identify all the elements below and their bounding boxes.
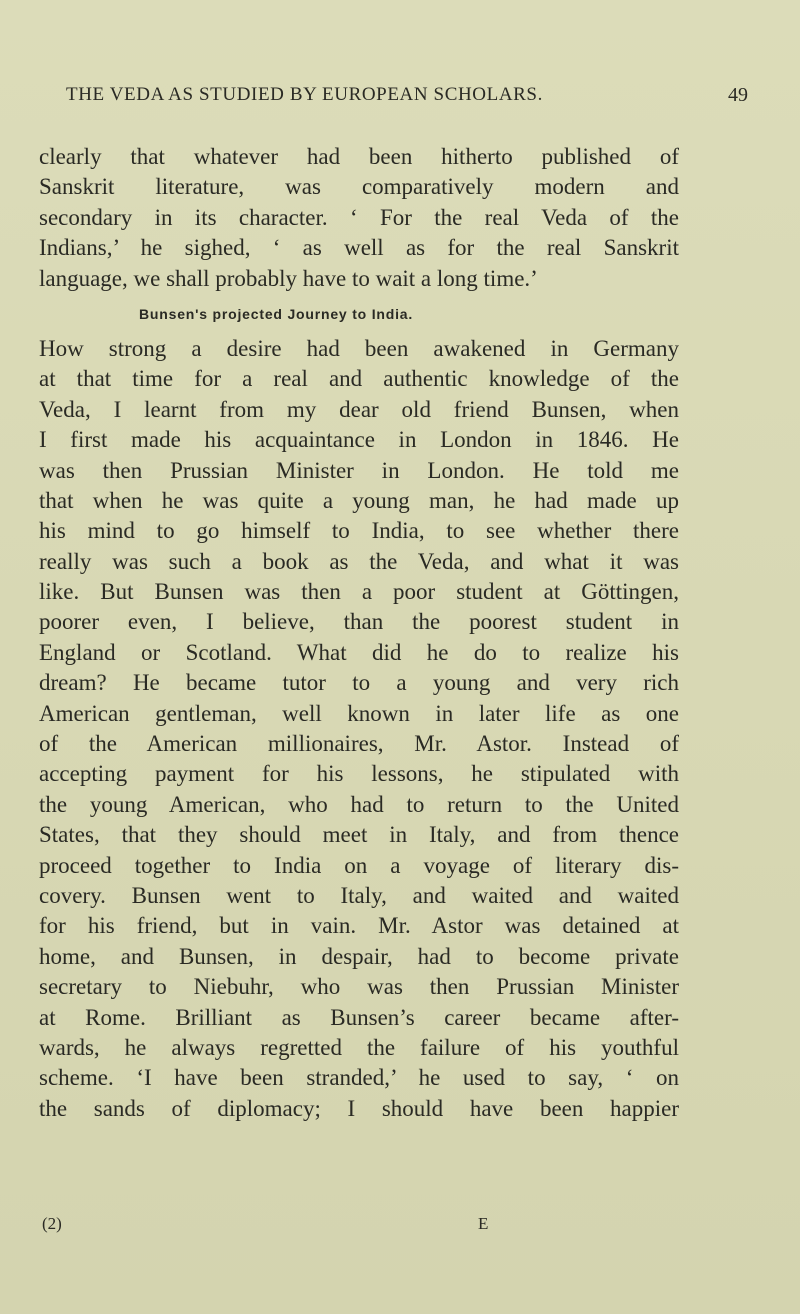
- text-line: home, and Bunsen, in despair, had to become private: [39, 943, 679, 969]
- page-footer: [36, 1214, 676, 1240]
- section-heading: Bunsen's projected Journey to India.: [139, 305, 414, 322]
- text-line: secretary to Niebuhr, who was then Prussian Minister: [39, 974, 679, 1000]
- signature-letter: E: [478, 1214, 489, 1233]
- running-title: THE VEDA AS STUDIED BY EUROPEAN SCHOLARS.: [66, 84, 543, 105]
- text-line: was then Prussian Minister in London. He told me: [39, 457, 679, 483]
- page-number: 49: [728, 84, 748, 106]
- text-line: England or Scotland. What did he do to realize his: [39, 639, 679, 665]
- text-line: proceed together to India on a voyage of literary dis-: [39, 852, 679, 878]
- body-text: [39, 142, 679, 1124]
- text-line: How strong a desire had been awakened in Germany: [39, 335, 679, 361]
- text-line: language, we shall probably have to wait a long time.’: [39, 265, 538, 291]
- signature-mark: (2): [42, 1214, 62, 1233]
- running-head: [36, 84, 758, 114]
- text-line: at that time for a real and authentic knowledge of the: [39, 366, 679, 392]
- text-line: I first made his acquaintance in London in 1846. He: [39, 427, 679, 453]
- text-line: at Rome. Brilliant as Bunsen’s career became after-: [39, 1004, 679, 1030]
- text-line: clearly that whatever had been hitherto published of: [39, 144, 679, 169]
- text-line: dream? He became tutor to a young and very rich: [39, 670, 679, 696]
- text-line: covery. Bunsen went to Italy, and waited and waited: [39, 882, 679, 908]
- text-line: secondary in its character. ‘ For the real Veda of the: [39, 204, 679, 230]
- text-line: poorer even, I believe, than the poorest student in: [39, 609, 679, 635]
- text-line: Veda, I learnt from my dear old friend Bunsen, when: [39, 396, 679, 422]
- text-line: accepting payment for his lessons, he stipulated with: [39, 761, 679, 787]
- paragraph: [39, 334, 679, 1124]
- text-line: really was such a book as the Veda, and what it was: [39, 548, 679, 574]
- text-line: that when he was quite a young man, he had made up: [39, 487, 679, 513]
- text-line: of the American millionaires, Mr. Astor. Instead of: [39, 731, 679, 757]
- book-page: [36, 84, 758, 1314]
- text-line: wards, he always regretted the failure of his youthful: [39, 1034, 679, 1060]
- text-line: the young American, who had to return to the United: [39, 791, 679, 817]
- text-line: his mind to go himself to India, to see whether there: [39, 518, 679, 544]
- text-line: the sands of diplomacy; I should have been happier: [39, 1095, 679, 1121]
- text-line: for his friend, but in vain. Mr. Astor was detained at: [39, 913, 679, 939]
- text-line: Indians,’ he sighed, ‘ as well as for the real Sanskrit: [39, 235, 679, 261]
- paragraph-continued: [39, 142, 679, 294]
- text-line: Sanskrit literature, was comparatively modern and: [39, 174, 679, 200]
- text-line: American gentleman, well known in later life as one: [39, 700, 679, 726]
- text-line: like. But Bunsen was then a poor student at Göttingen,: [39, 579, 679, 605]
- text-line: States, that they should meet in Italy, and from thence: [39, 822, 679, 848]
- text-line: scheme. ‘I have been stranded,’ he used to say, ‘ on: [39, 1065, 679, 1091]
